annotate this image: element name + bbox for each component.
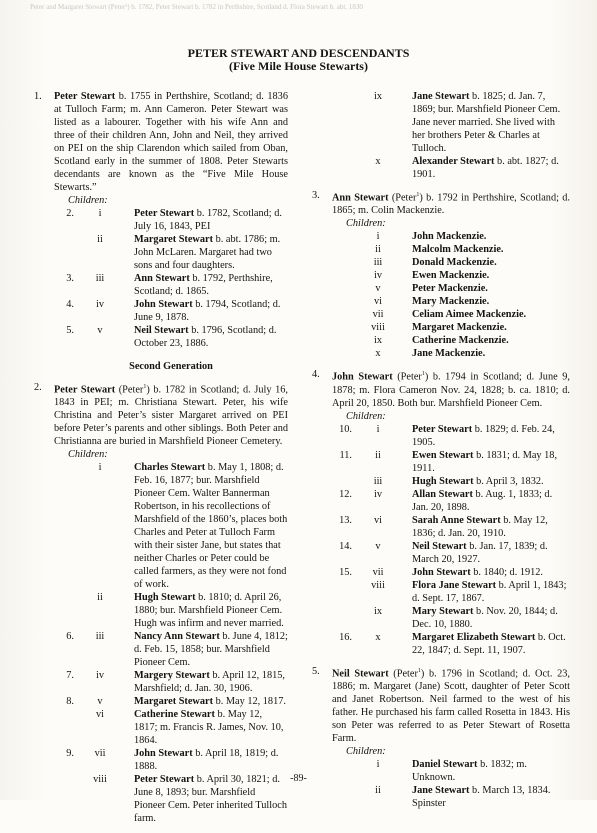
child-text: [134, 233, 288, 272]
child-text: [134, 461, 288, 591]
child-name: Ewen Mackenzie.: [412, 270, 490, 282]
child-number: 12.: [339, 488, 352, 500]
child-roman: iii: [95, 631, 105, 643]
child-name: Charles Stewart: [134, 462, 206, 474]
child-name: Margaret Mackenzie.: [412, 322, 507, 334]
child-details: b. 1796, Scotland; d. October 23, 1886.: [134, 325, 277, 349]
entry-2-continued: [308, 90, 570, 181]
child-entry: [332, 230, 570, 243]
entry-parent: (Peter: [392, 371, 422, 383]
page-subtitle: (Five Mile House Stewarts): [229, 59, 368, 73]
child-roman: viii: [93, 774, 107, 786]
child-details: b. May 12, 1817; m. Francis R. James, Nov. 10, 1864.: [134, 709, 284, 747]
child-name: John Stewart: [412, 566, 471, 578]
child-roman: vi: [373, 296, 382, 308]
child-text: [412, 423, 570, 449]
child-number: 5.: [66, 325, 74, 336]
child-text: [412, 566, 570, 579]
child-roman: i: [376, 759, 380, 771]
generation-sup: 1: [143, 384, 147, 390]
child-number: 13.: [339, 514, 352, 526]
child-text: [412, 321, 570, 334]
child-number: 9.: [66, 748, 74, 760]
child-roman: ix: [373, 335, 382, 347]
child-number: 4.: [66, 299, 74, 310]
child-name: Neil Stewart: [134, 325, 189, 336]
child-roman: ii: [375, 449, 381, 461]
child-roman: iii: [95, 273, 105, 284]
child-text: [412, 449, 570, 475]
child-name: Donald Mackenzie.: [412, 257, 497, 269]
child-text: [134, 630, 288, 669]
entry-parent: (Peter: [388, 192, 417, 204]
entry-3: [308, 189, 570, 360]
child-name: Margaret Stewart: [134, 234, 214, 245]
child-entry: [332, 334, 570, 347]
entry-parent: (Peter: [388, 668, 418, 680]
child-entry: [332, 449, 570, 475]
child-entry: [54, 207, 288, 233]
child-roman: iv: [373, 270, 382, 282]
child-text: [412, 579, 570, 605]
child-roman: ii: [97, 234, 103, 245]
entry-number: 5.: [312, 665, 320, 677]
child-name: Margaret Elizabeth Stewart: [412, 631, 536, 643]
child-entry: [332, 540, 570, 566]
child-roman: viii: [371, 579, 385, 591]
child-name: Hugh Stewart: [412, 475, 474, 487]
child-text: [412, 256, 570, 269]
child-name: Hugh Stewart: [134, 592, 196, 604]
children-label: Children:: [346, 746, 386, 758]
child-details: b. Oct. 22, 1847; d. Sept. 11, 1907.: [412, 631, 566, 656]
child-roman: vii: [372, 566, 384, 578]
child-details: b. June 4, 1812; d. Feb. 15, 1858; bur. Marshfield Pioneer Cem.: [134, 631, 288, 669]
child-details: b. Jan. 17, 1839; d. March 20, 1927.: [412, 540, 548, 565]
child-details: b. 1831; d. May 18, 1911.: [412, 449, 558, 474]
children-label: Children:: [346, 218, 386, 230]
child-details: b. abt. 1786; m. John McLaren. Margaret had two sons and four daughters.: [134, 234, 281, 271]
entry-number: 2.: [34, 382, 42, 393]
child-entry: [54, 669, 288, 695]
child-details: b. 1792, Perthshire, Scotland; d. 1865.: [134, 273, 273, 297]
entry-name: Peter Stewart: [54, 91, 116, 102]
children-label: Children:: [68, 449, 108, 461]
child-roman: iii: [373, 475, 383, 487]
child-roman: iv: [373, 488, 382, 500]
entry-text: [332, 665, 570, 745]
entry-name: Peter Stewart: [54, 384, 116, 396]
generation-sup: 1: [421, 371, 425, 378]
child-name: Peter Stewart: [134, 208, 195, 219]
child-entry: [54, 298, 288, 324]
child-roman: v: [375, 540, 381, 552]
child-details: b. May 12, 1817.: [213, 696, 286, 708]
child-details: b. April 18, 1819; d. 1888.: [134, 748, 279, 773]
child-text: [134, 207, 288, 233]
right-column: [308, 90, 570, 818]
child-number: 15.: [339, 566, 352, 578]
entry-description: ) b. 1794 in Scotland; d. June 9, 1878; m. Flora Cameron Nov. 24, 1828; b. ca. 1810; d. April 20, 1850. Both bur. Marshfield Pioneer Cem.: [332, 371, 570, 409]
child-text: [412, 488, 570, 514]
entry-text: [332, 368, 570, 409]
page-title: PETER STEWART AND DESCENDANTS: [187, 46, 410, 60]
child-entry: [332, 90, 570, 155]
child-roman: ix: [373, 91, 382, 102]
child-name: John Stewart: [134, 299, 193, 310]
child-roman: viii: [371, 322, 385, 334]
child-text: [134, 272, 288, 298]
child-details: b. 1832; m. Unknown.: [412, 759, 527, 784]
child-details: b. March 13, 1834. Spinster: [412, 785, 551, 810]
entry-name: Neil Stewart: [332, 668, 389, 680]
child-roman: vii: [94, 748, 106, 760]
child-entry: [332, 308, 570, 321]
child-details: b. 1794, Scotland; d. June 9, 1878.: [134, 299, 281, 323]
child-name: John Mackenzie.: [412, 231, 487, 243]
child-name: Peter Mackenzie.: [412, 283, 488, 295]
child-roman: ii: [97, 592, 103, 604]
children-list: [332, 423, 570, 657]
child-text: [412, 475, 570, 488]
child-entry: [332, 282, 570, 295]
child-text: [412, 230, 570, 243]
child-entry: [332, 347, 570, 360]
child-text: [412, 631, 570, 657]
child-roman: v: [97, 696, 103, 708]
child-text: [412, 514, 570, 540]
child-roman: iii: [373, 257, 383, 269]
child-text: [134, 324, 288, 350]
child-entry: [332, 605, 570, 631]
child-text: [134, 708, 288, 747]
child-number: 16.: [339, 631, 352, 643]
entry-name: John Stewart: [332, 371, 393, 383]
children-list: [54, 207, 288, 350]
child-number: 8.: [66, 696, 74, 708]
child-entry: [332, 579, 570, 605]
child-number: 10.: [339, 423, 352, 435]
child-details: b. April 12, 1815, Marshfield; d. Jan. 30, 1906.: [134, 670, 285, 695]
child-details: b. 1825; d. Jan. 7, 1869; bur. Marshfield Pioneer Cem. Jane never married. She lived with her brothers Peter & Charles at Tulloch.: [412, 91, 561, 154]
child-roman: vi: [95, 709, 104, 721]
entry-description: b. 1755 in Perthshire, Scotland; d. 1836 at Tulloch Farm; m. Ann Cameron. Peter Stewart was listed as a labourer. Together with his wife Ann and three of their children Ann, John and Neil, they arrived on PEI on the ship Clarendon which sailed from Oban, Scotland early in the summer of 1808. Peter Stewarts decendants are known as the “Five Mile House Stewarts.”: [54, 91, 288, 193]
child-number: 14.: [339, 540, 352, 552]
child-name: Margery Stewart: [134, 670, 210, 682]
child-details: b. May 12, 1836; d. Jan. 20, 1910.: [412, 514, 548, 539]
child-entry: [332, 488, 570, 514]
child-text: [412, 347, 570, 360]
child-name: Jane Stewart: [412, 785, 470, 797]
entry-parent: (Peter: [115, 384, 144, 396]
child-text: [412, 308, 570, 321]
child-text: [412, 295, 570, 308]
entry-4: [308, 368, 570, 656]
child-details: b. 1782, Scotland; d. July 16, 1843, PEI: [134, 208, 282, 232]
child-details: b. abt. 1827; d. 1901.: [412, 156, 559, 180]
child-roman: ix: [373, 605, 382, 617]
child-details: b. 1829; d. Feb. 24, 1905.: [412, 423, 555, 448]
child-entry: [332, 321, 570, 334]
child-entry: [332, 295, 570, 308]
child-roman: x: [375, 156, 381, 167]
children-list: [54, 461, 288, 825]
child-details: b. 1840; d. 1912.: [470, 566, 544, 578]
child-name: Mary Stewart: [412, 605, 474, 617]
section-heading: Second Generation: [129, 361, 213, 372]
child-entry: [54, 272, 288, 298]
child-roman: ii: [375, 785, 381, 797]
child-roman: iv: [95, 299, 104, 310]
child-details: b. April 3, 1832.: [473, 475, 544, 487]
child-number: 6.: [66, 631, 74, 643]
child-name: Jane Stewart: [412, 91, 470, 102]
child-roman: iv: [95, 670, 104, 682]
child-name: Allan Stewart: [412, 488, 473, 500]
entry-5: [308, 665, 570, 810]
child-name: Peter Stewart: [134, 774, 195, 786]
child-details: b. April 30, 1821; d. June 8, 1893; bur. Marshfield Pioneer Cem. Peter inherited Tulloch farm.: [134, 774, 288, 825]
child-name: Ewen Stewart: [412, 449, 474, 461]
entry-number: 1.: [34, 91, 42, 102]
child-roman: vi: [373, 514, 382, 526]
child-text: [412, 334, 570, 347]
child-entry: [332, 566, 570, 579]
child-number: 11.: [339, 449, 352, 461]
child-details: b. Nov. 20, 1844; d. Dec. 10, 1880.: [412, 605, 558, 630]
child-entry: [54, 708, 288, 747]
child-name: John Stewart: [134, 748, 193, 760]
child-roman: vii: [372, 309, 384, 321]
child-entry: [332, 784, 570, 810]
child-roman: i: [376, 231, 380, 243]
child-text: [412, 784, 570, 810]
child-text: [134, 747, 288, 773]
child-roman: v: [375, 283, 381, 295]
child-entry: [54, 591, 288, 630]
children-list: [332, 758, 570, 810]
child-name: Ann Stewart: [134, 273, 190, 284]
entry-text: [332, 189, 570, 217]
entry-description: ) b. 1792 in Perthshire, Scotland; d. 1865; m. Colin Mackenzie.: [332, 192, 570, 217]
child-text: [134, 591, 288, 630]
child-details: b. Aug. 1, 1833; d. Jan. 20, 1898.: [412, 488, 553, 513]
child-name: Sarah Anne Stewart: [412, 514, 501, 526]
entry-text: [54, 90, 288, 194]
child-entry: [332, 155, 570, 181]
generation-sup: 1: [416, 192, 420, 198]
child-text: [412, 90, 570, 155]
child-entry: [54, 324, 288, 350]
child-entry: [54, 747, 288, 773]
child-text: [412, 155, 570, 181]
page-number: -89-: [290, 773, 307, 784]
child-text: [412, 540, 570, 566]
child-roman: x: [375, 631, 381, 643]
entry-description: ) b. 1796 in Scotland; d. Oct. 23, 1886; m. Margaret (Jane) Scott, daughter of Peter Scott and Janet Robertson. Neil farmed to the west of his father. He purchased his farm called Rosetta in 1843. His son Peter was referred to as Peter Stewart of Rosetta Farm.: [332, 668, 570, 745]
child-text: [134, 669, 288, 695]
child-entry: [332, 631, 570, 657]
child-name: Nancy Ann Stewart: [134, 631, 220, 643]
child-name: Flora Jane Stewart: [412, 579, 497, 591]
child-entry: [332, 475, 570, 488]
child-entry: [332, 256, 570, 269]
child-roman: i: [98, 208, 102, 219]
children-list: [332, 230, 570, 360]
child-entry: [332, 269, 570, 282]
child-text: [412, 282, 570, 295]
child-text: [134, 695, 288, 708]
entry-1: [30, 90, 288, 350]
entry-description: ) b. 1782 in Scotland; d. July 16, 1843 in PEI; m. Christiana Stewart. Peter, his wife Christina and Peter’s sister Margaret arrived on PEI before Peter’s parents and other siblings. Both Peter and Christianna are buried in Marshfield Pioneer Cemetery.: [54, 384, 288, 448]
child-entry: [332, 423, 570, 449]
child-entry: [54, 630, 288, 669]
children-label: Children:: [68, 195, 108, 206]
child-text: [412, 269, 570, 282]
child-name: Daniel Stewart: [412, 759, 478, 771]
child-entry: [332, 243, 570, 256]
entry-number: 3.: [312, 190, 320, 201]
child-text: [412, 605, 570, 631]
child-entry: [332, 514, 570, 540]
child-number: 3.: [66, 273, 74, 284]
child-entry: [54, 233, 288, 272]
child-name: Catherine Mackenzie.: [412, 335, 509, 347]
child-name: Celiam Aimee Mackenzie.: [412, 309, 527, 321]
child-roman: ii: [375, 244, 381, 256]
child-name: Malcolm Mackenzie.: [412, 244, 504, 256]
child-text: [134, 298, 288, 324]
child-entry: [54, 695, 288, 708]
bleed-through-text: Peter and Margaret Stewart (Peter¹) b. 1782, Peter Stewart b. 1782 in Perthshire, Scotland d. Flora Stewart b. abt. 1830: [30, 3, 363, 11]
child-number: 2.: [66, 208, 74, 219]
child-name: Margaret Stewart: [134, 696, 214, 708]
entry-number: 4.: [312, 369, 320, 381]
child-roman: v: [97, 325, 103, 336]
child-name: Jane Mackenzie.: [412, 348, 486, 360]
left-column: [30, 90, 288, 833]
child-roman: i: [376, 423, 380, 435]
generation-sup: 1: [417, 667, 421, 674]
child-name: Catherine Stewart: [134, 709, 215, 721]
child-name: Alexander Stewart: [412, 156, 495, 167]
entry-name: Ann Stewart: [332, 192, 389, 204]
child-details: b. 1810; d. April 26, 1880; bur. Marshfield Pioneer Cem. Hugh was infirm and never married.: [134, 592, 284, 630]
child-details: b. May 1, 1808; d. Feb. 16, 1877; bur. Marshfield Pioneer Cem. Walter Bannerman Robertson, in his recollections of Marshfield of the 1860’s, places both Charles and Peter at Tulloch Farm with their sister Jane, but states that neither Charles or Peter could be called farmers, as they were not fond of work.: [134, 462, 288, 591]
child-number: 7.: [66, 670, 74, 682]
child-name: Peter Stewart: [412, 423, 473, 435]
children-list: [332, 90, 570, 181]
entry-2: [30, 381, 288, 825]
children-label: Children:: [346, 410, 386, 422]
entry-text: [54, 381, 288, 448]
child-roman: x: [375, 348, 381, 360]
child-details: b. April 1, 1843; d. Sept. 17, 1867.: [412, 579, 567, 604]
child-entry: [54, 461, 288, 591]
child-roman: i: [98, 462, 102, 474]
child-name: Mary Mackenzie.: [412, 296, 490, 308]
child-name: Neil Stewart: [412, 540, 467, 552]
child-text: [412, 243, 570, 256]
